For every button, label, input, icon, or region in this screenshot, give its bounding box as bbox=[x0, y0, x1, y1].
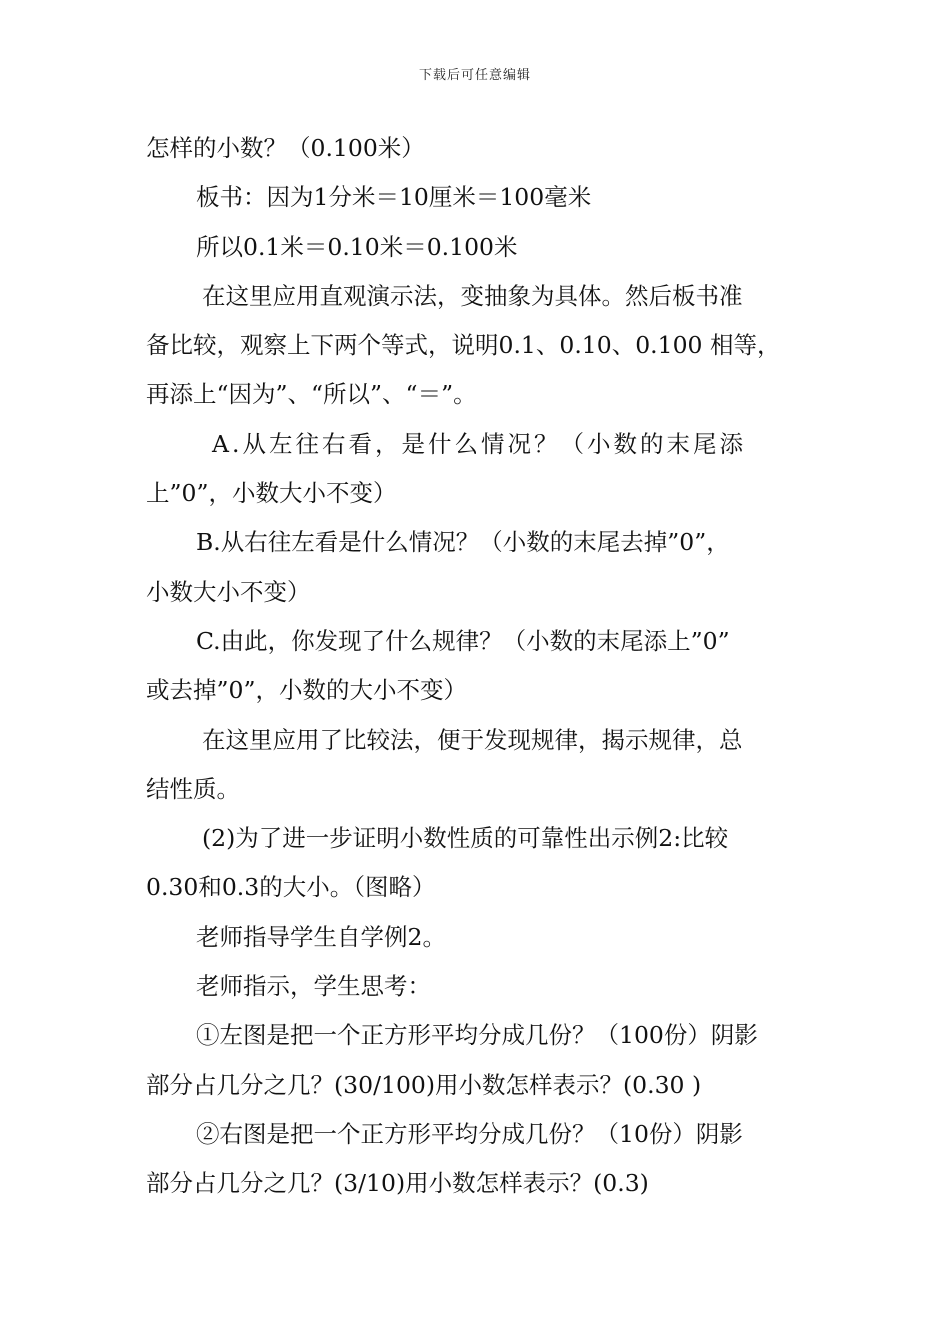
text-line: 板书：因为1分米＝10厘米＝100毫米 bbox=[196, 183, 592, 212]
text-line: 结性质。 bbox=[146, 774, 240, 803]
text-line: A.从左往右看，是什么情况？（小数的末尾添 bbox=[212, 429, 746, 458]
text-line: 再添上“因为”、“所以”、“＝”。 bbox=[146, 380, 477, 409]
text-line: 老师指导学生自学例2。 bbox=[196, 922, 446, 951]
text-line: 所以0.1米＝0.10米＝0.100米 bbox=[196, 232, 518, 261]
text-line: 0.30和0.3的大小。（图略） bbox=[146, 873, 436, 902]
document-body bbox=[146, 124, 811, 1209]
text-line: ②右图是把一个正方形平均分成几份？（10份）阴影 bbox=[196, 1119, 743, 1148]
text-line: C.由此，你发现了什么规律？（小数的末尾添上”0” bbox=[196, 626, 730, 655]
text-line: ①左图是把一个正方形平均分成几份？（100份）阴影 bbox=[196, 1021, 758, 1050]
text-line: 在这里应用了比较法，便于发现规律，揭示规律，总 bbox=[202, 725, 743, 754]
text-line: 或去掉”0”，小数的大小不变） bbox=[146, 676, 467, 705]
text-line: 小数大小不变） bbox=[146, 577, 311, 606]
text-line: (2)为了进一步证明小数性质的可靠性出示例2:比较 bbox=[202, 824, 729, 853]
text-line: 老师指示，学生思考： bbox=[196, 972, 431, 1001]
text-line: 备比较，观察上下两个等式，说明0.1、0.10、0.100 相等， bbox=[146, 331, 781, 360]
text-line: 部分占几分之几？(3/10)用小数怎样表示？(0.3) bbox=[146, 1169, 649, 1198]
text-line: B.从右往左看是什么情况？（小数的末尾去掉”0”， bbox=[196, 528, 730, 557]
text-line: 上”0”，小数大小不变） bbox=[146, 479, 397, 508]
text-line: 怎样的小数？（0.100米） bbox=[146, 134, 425, 162]
text-line: 部分占几分之几？(30/100)用小数怎样表示？(0.30 ) bbox=[146, 1070, 702, 1099]
page-header: 下载后可任意编辑 bbox=[418, 68, 531, 83]
text-line: 在这里应用直观演示法，变抽象为具体。然后板书准 bbox=[202, 281, 743, 310]
